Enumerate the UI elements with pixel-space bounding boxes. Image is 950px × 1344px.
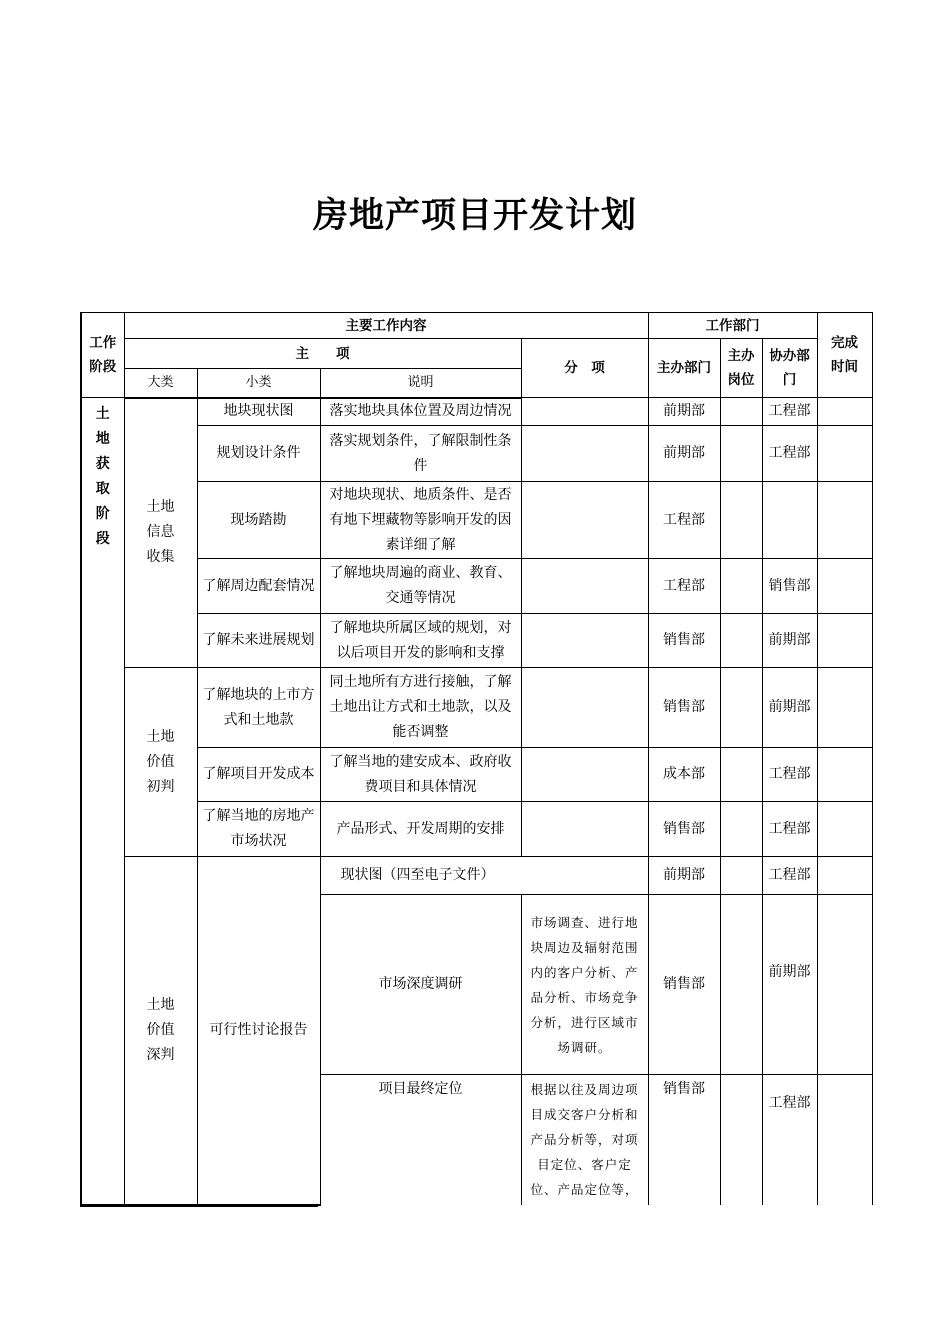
deadline-cell — [817, 1075, 872, 1205]
lead-dept-cell: 工程部 — [648, 482, 720, 559]
description-cell: 同土地所有方进行接触，了解土地出让方式和土地款，以及能否调整 — [320, 668, 521, 748]
lead-post-cell — [720, 802, 762, 857]
lead-post-cell — [720, 482, 762, 559]
description-cell: 落实地块具体位置及周边情况 — [320, 398, 521, 426]
lead-post-cell — [720, 614, 762, 668]
deadline-cell — [817, 668, 872, 748]
lead-dept-cell: 销售部 — [648, 895, 720, 1075]
category-label: 土地价值初判 — [146, 728, 175, 795]
deadline-cell — [817, 802, 872, 857]
subcategory-cell: 可行性讨论报告 — [197, 857, 320, 1205]
deadline-cell — [817, 398, 872, 426]
lead-dept-cell: 前期部 — [648, 398, 720, 426]
header-lead-dept: 主办部门 — [648, 339, 720, 398]
lead-post-cell — [720, 895, 762, 1075]
table-bottom-border — [80, 1205, 318, 1207]
description-cell: 了解地块所属区域的规划，对以后项目开发的影响和支撑 — [320, 614, 521, 668]
lead-dept-cell: 前期部 — [648, 426, 720, 482]
header-deadline: 完成时间 — [817, 313, 872, 398]
sub-item-cell — [521, 426, 648, 482]
subcategory-cell: 了解未来进展规划 — [197, 614, 320, 668]
description-cell: 产品形式、开发周期的安排 — [320, 802, 521, 857]
subcategory-cell: 了解地块的上市方式和土地款 — [197, 668, 320, 748]
subcategory-cell: 了解项目开发成本 — [197, 748, 320, 802]
description-cell: 了解当地的建安成本、政府收费项目和具体情况 — [320, 748, 521, 802]
subcategory-cell: 规划设计条件 — [197, 426, 320, 482]
description-cell: 落实规划条件，了解限制性条件 — [320, 426, 521, 482]
description-cell: 现状图（四至电子文件） — [320, 857, 648, 895]
header-lead-post: 主办岗位 — [720, 339, 762, 398]
description-cell: 了解地块周遍的商业、教育、交通等情况 — [320, 559, 521, 614]
sub-item-cell — [521, 748, 648, 802]
development-plan-table — [80, 312, 873, 1206]
lead-dept-cell: 成本部 — [648, 748, 720, 802]
assist-dept-cell: 工程部 — [762, 1075, 817, 1205]
deadline-cell — [817, 857, 872, 895]
sub-item-cell — [521, 559, 648, 614]
assist-dept-cell: 前期部 — [762, 614, 817, 668]
deadline-cell — [817, 559, 872, 614]
category-cell — [124, 857, 197, 1205]
assist-dept-cell: 工程部 — [762, 398, 817, 426]
lead-post-cell — [720, 857, 762, 895]
deadline-cell — [817, 482, 872, 559]
lead-post-cell — [720, 559, 762, 614]
lead-post-cell — [720, 668, 762, 748]
assist-dept-cell: 前期部 — [762, 668, 817, 748]
header-assist-dept: 协办部门 — [762, 339, 817, 398]
assist-dept-cell: 工程部 — [762, 802, 817, 857]
sub-item-cell — [521, 614, 648, 668]
lead-post-cell — [720, 426, 762, 482]
sub-item-cell — [521, 668, 648, 748]
sub-item-cell: 市场调查、进行地块周边及辐射范围内的客户分析、产品分析、市场竞争分析，进行区域市场调研。 — [521, 895, 648, 1075]
header-main-content: 主要工作内容 — [124, 313, 648, 339]
category-cell — [124, 668, 197, 857]
header-description: 说明 — [320, 369, 521, 398]
lead-post-cell — [720, 748, 762, 802]
deadline-cell — [817, 748, 872, 802]
lead-dept-cell: 前期部 — [648, 857, 720, 895]
assist-dept-cell: 前期部 — [762, 895, 817, 1075]
assist-dept-cell — [762, 482, 817, 559]
category-label: 土地价值深判 — [146, 996, 175, 1063]
sub-item-cell: 根据以往及周边项目成交客户分析和产品分析等，对项目定位、客户定位、产品定位等， — [521, 1075, 648, 1205]
header-main-item: 主 项 — [124, 339, 521, 369]
description-cell: 对地块现状、地质条件、是否有地下埋藏物等影响开发的因素详细了解 — [320, 482, 521, 559]
description-cell: 项目最终定位 — [320, 1075, 521, 1205]
sub-item-cell — [521, 802, 648, 857]
stage-cell — [81, 398, 124, 1205]
header-sub-item: 分 项 — [521, 339, 648, 398]
category-label: 土地信息收集 — [146, 499, 175, 566]
header-subcategory: 小类 — [197, 369, 320, 398]
assist-dept-cell: 工程部 — [762, 426, 817, 482]
header-category: 大类 — [124, 369, 197, 398]
assist-dept-cell: 工程部 — [762, 857, 817, 895]
lead-post-cell — [720, 398, 762, 426]
stage-label: 土地获取阶段 — [95, 406, 110, 547]
lead-dept-cell: 销售部 — [648, 668, 720, 748]
deadline-cell — [817, 426, 872, 482]
lead-dept-cell: 销售部 — [648, 802, 720, 857]
subcategory-cell: 了解当地的房地产市场状况 — [197, 802, 320, 857]
page-title: 房地产项目开发计划 — [312, 196, 637, 236]
lead-post-cell — [720, 1075, 762, 1205]
lead-dept-cell: 工程部 — [648, 559, 720, 614]
subcategory-cell: 现场踏勘 — [197, 482, 320, 559]
subcategory-cell: 了解周边配套情况 — [197, 559, 320, 614]
lead-dept-cell: 销售部 — [648, 1075, 720, 1205]
lead-dept-cell: 销售部 — [648, 614, 720, 668]
deadline-cell — [817, 895, 872, 1075]
header-stage: 工作阶段 — [81, 313, 124, 398]
sub-item-cell — [521, 398, 648, 426]
assist-dept-cell: 销售部 — [762, 559, 817, 614]
description-cell: 市场深度调研 — [320, 895, 521, 1075]
assist-dept-cell: 工程部 — [762, 748, 817, 802]
header-departments: 工作部门 — [648, 313, 817, 339]
category-cell — [124, 398, 197, 668]
subcategory-cell: 地块现状图 — [197, 398, 320, 426]
deadline-cell — [817, 614, 872, 668]
sub-item-cell — [521, 482, 648, 559]
